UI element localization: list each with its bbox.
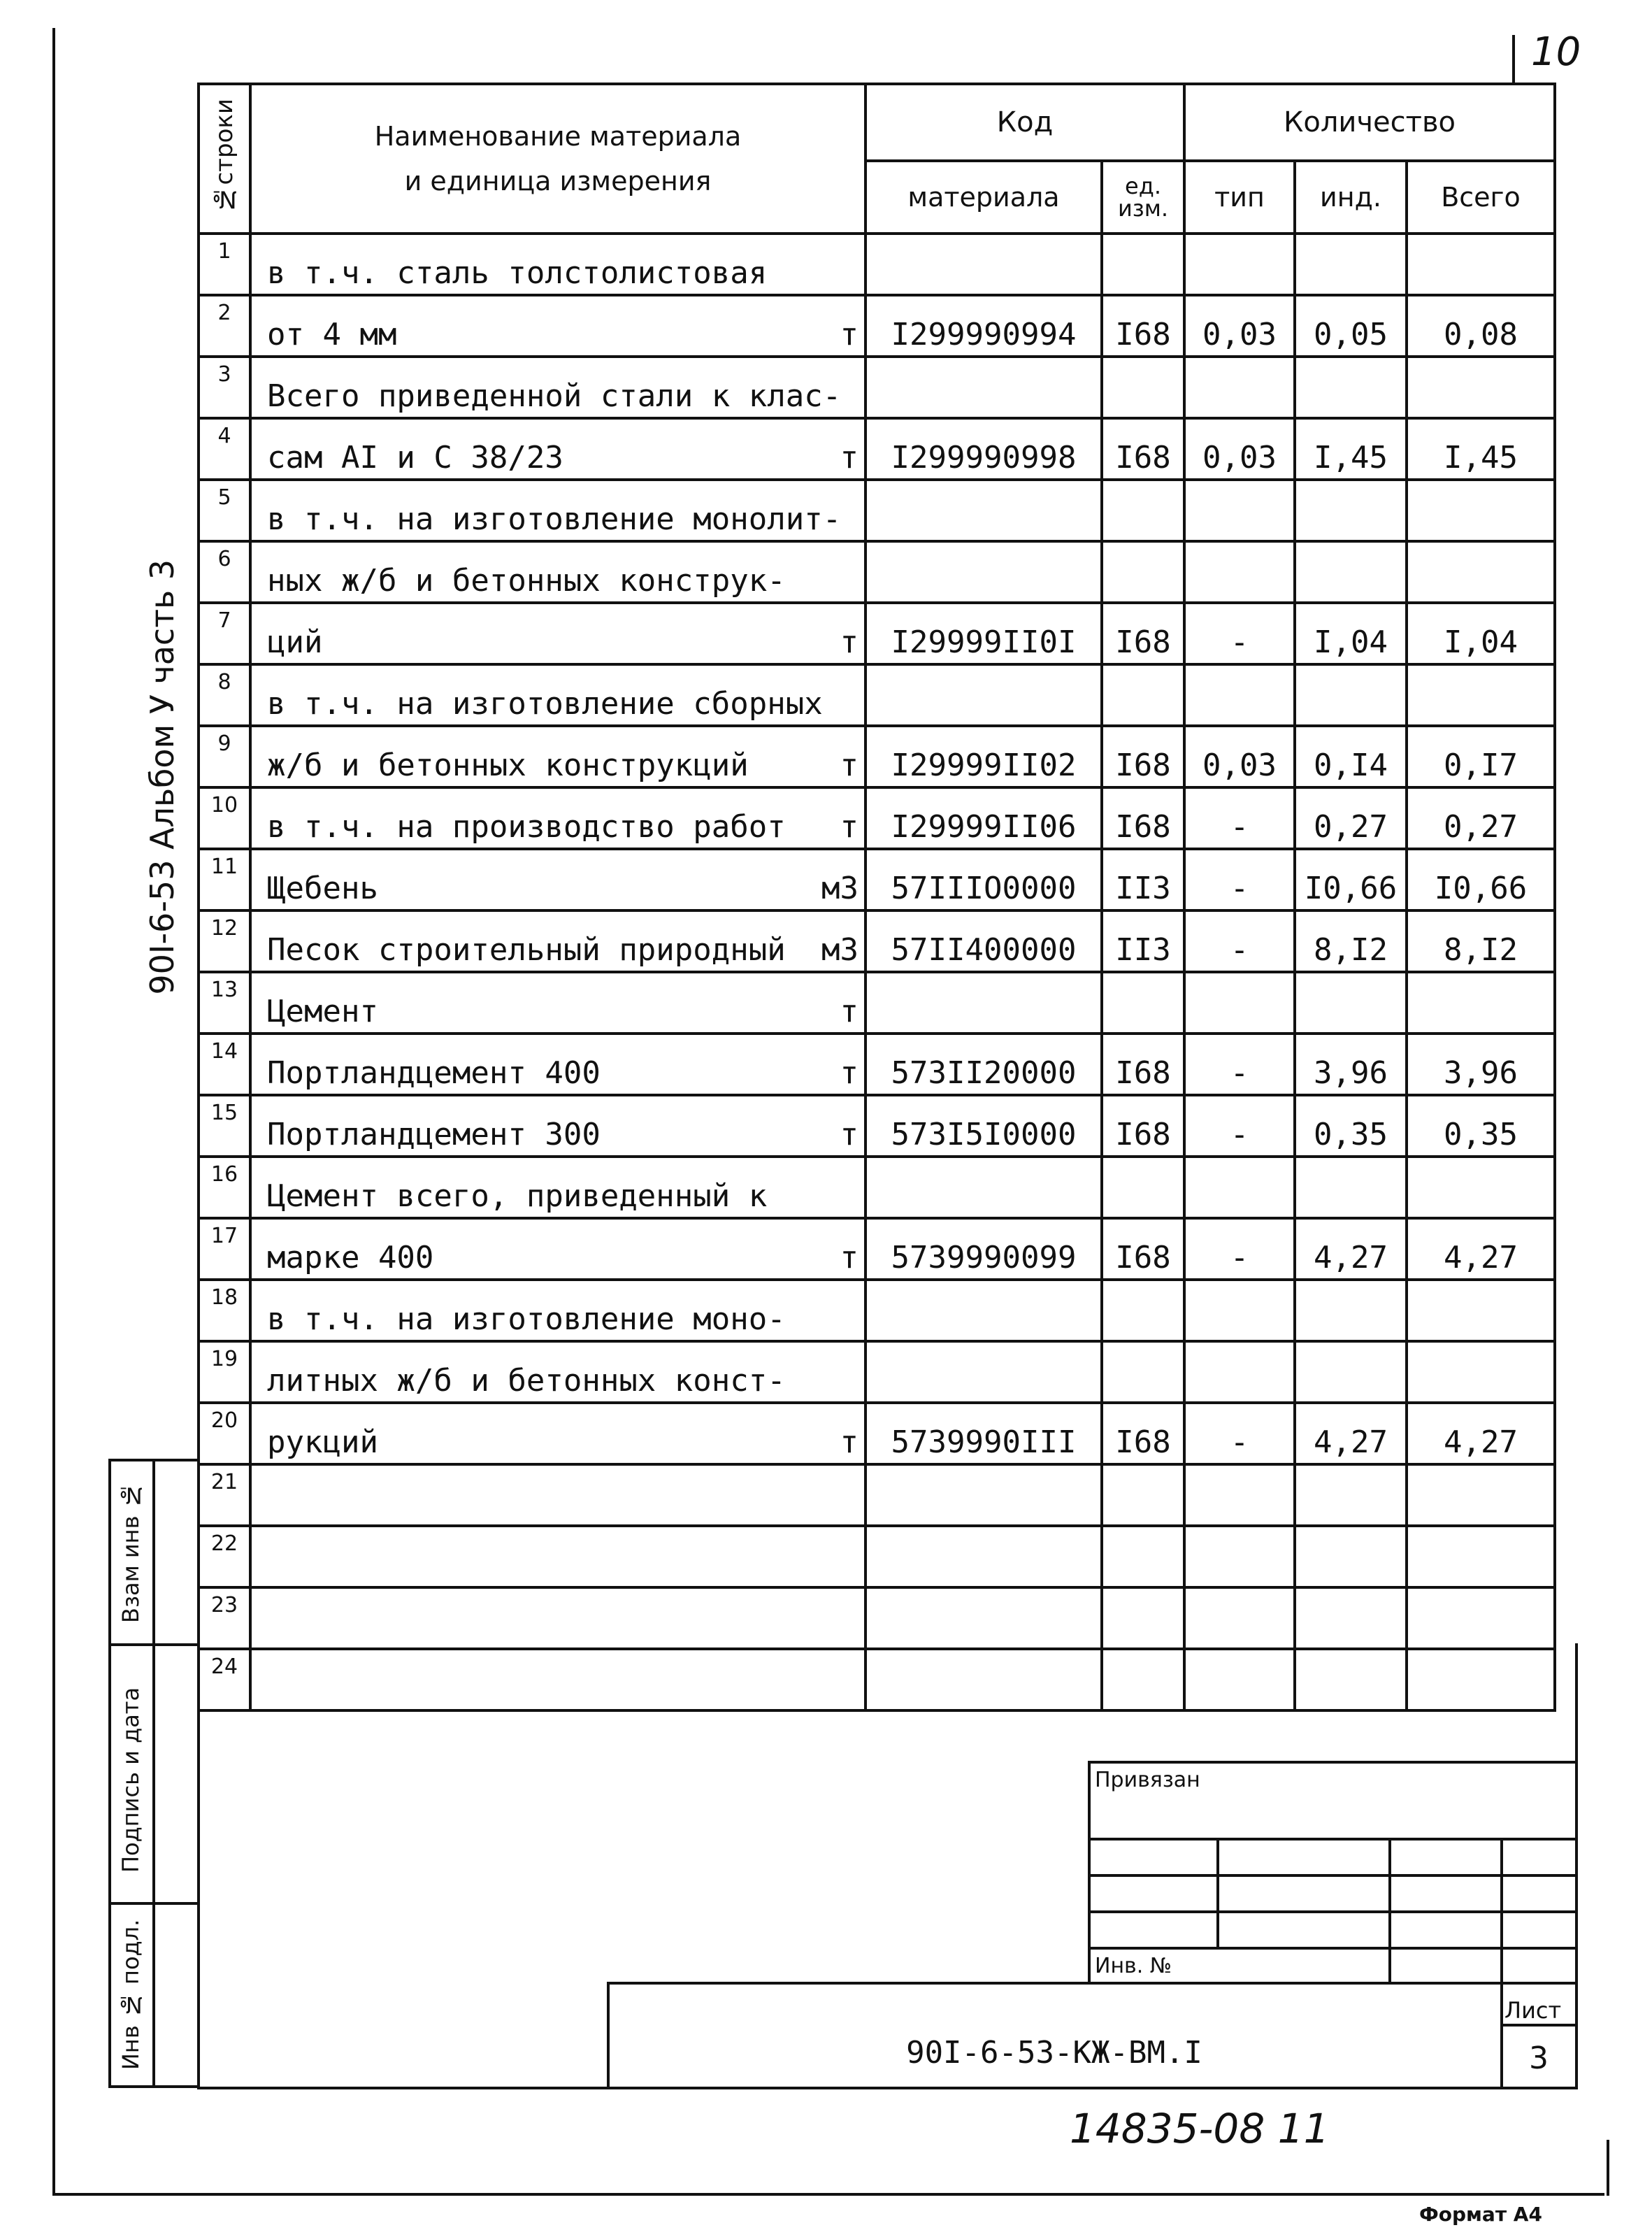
- privyazan-vline-3: [1500, 1838, 1503, 1985]
- row-name: [250, 787, 865, 849]
- table-row: [199, 1587, 1555, 1649]
- row-number: 21: [199, 1464, 250, 1526]
- material-code: 5739990099: [865, 1218, 1102, 1280]
- material-name: в т.ч. на изготовление монолит-: [267, 501, 842, 537]
- material-code: I299990994: [865, 295, 1102, 357]
- inv-no-label: Инв. №: [1095, 1954, 1172, 1978]
- qty-total: [1407, 357, 1555, 418]
- table-row: [199, 234, 1555, 295]
- row-number: 13: [199, 972, 250, 1034]
- qty-ind: [1295, 1464, 1407, 1526]
- unit-code: [1102, 1526, 1184, 1587]
- privyazan-block: [1088, 1761, 1578, 1985]
- unit-code: [1102, 1341, 1184, 1403]
- doc-code: 90I-6-53-КЖ-ВМ.I: [906, 2035, 1202, 2071]
- qty-type: [1184, 1341, 1295, 1403]
- unit-code: I68: [1102, 1034, 1184, 1095]
- qty-total: [1407, 1587, 1555, 1649]
- header-code-material: материала: [865, 161, 1102, 234]
- qty-ind: 0,27: [1295, 787, 1407, 849]
- row-number: 7: [199, 603, 250, 664]
- privyazan-line-1: [1088, 1838, 1577, 1841]
- table-row: [199, 418, 1555, 480]
- qty-ind: 8,I2: [1295, 910, 1407, 972]
- qty-total: [1407, 480, 1555, 541]
- table-row: [199, 787, 1555, 849]
- material-name: марке 400: [267, 1240, 434, 1275]
- unit-code: [1102, 1280, 1184, 1341]
- unit-code: I68: [1102, 1095, 1184, 1157]
- unit-code: II3: [1102, 910, 1184, 972]
- qty-ind: I,04: [1295, 603, 1407, 664]
- material-name: в т.ч. на производство работ: [267, 809, 786, 845]
- sheet-label-line: [1500, 2024, 1577, 2027]
- qty-type: [1184, 480, 1295, 541]
- qty-type: -: [1184, 787, 1295, 849]
- unit-code: [1102, 480, 1184, 541]
- qty-total: 0,08: [1407, 295, 1555, 357]
- qty-ind: 0,I4: [1295, 726, 1407, 787]
- format-label: Формат А4: [1419, 2203, 1542, 2226]
- qty-ind: 4,27: [1295, 1218, 1407, 1280]
- row-number: 1: [199, 234, 250, 295]
- material-code: [865, 1157, 1102, 1218]
- material-unit: т: [840, 1240, 859, 1275]
- material-name: Портландцемент 400: [267, 1055, 601, 1091]
- row-number: 18: [199, 1280, 250, 1341]
- qty-ind: 0,05: [1295, 295, 1407, 357]
- row-name: [250, 664, 865, 726]
- material-unit: т: [840, 994, 859, 1029]
- qty-total: 4,27: [1407, 1218, 1555, 1280]
- privyazan-line-3: [1088, 1910, 1577, 1913]
- page-number: 10: [1531, 29, 1581, 75]
- material-name: от 4 мм: [267, 317, 397, 352]
- material-name: Цемент: [267, 994, 378, 1029]
- row-name: [250, 1218, 865, 1280]
- qty-type: [1184, 664, 1295, 726]
- unit-code: I68: [1102, 787, 1184, 849]
- row-name: [250, 603, 865, 664]
- material-unit: т: [840, 1055, 859, 1091]
- qty-ind: [1295, 1157, 1407, 1218]
- unit-code: [1102, 234, 1184, 295]
- material-name: в т.ч. на изготовление моно-: [267, 1301, 786, 1337]
- row-name: [250, 541, 865, 603]
- qty-ind: I0,66: [1295, 849, 1407, 910]
- row-name: [250, 849, 865, 910]
- material-code: [865, 1587, 1102, 1649]
- table-row: [199, 726, 1555, 787]
- table-row: [199, 1218, 1555, 1280]
- qty-type: -: [1184, 1034, 1295, 1095]
- material-code: 573II20000: [865, 1034, 1102, 1095]
- row-name: [250, 910, 865, 972]
- qty-ind: 0,35: [1295, 1095, 1407, 1157]
- qty-ind: 4,27: [1295, 1403, 1407, 1464]
- row-number: 9: [199, 726, 250, 787]
- qty-total: [1407, 1280, 1555, 1341]
- material-unit: т: [840, 1424, 859, 1460]
- privyazan-line-2: [1088, 1874, 1577, 1877]
- handwritten-note: 14835-08 11: [1070, 2105, 1330, 2152]
- header-code: Код: [865, 84, 1184, 161]
- table-row: [199, 972, 1555, 1034]
- material-name: Всего приведенной стали к клас-: [267, 378, 842, 414]
- qty-total: [1407, 1157, 1555, 1218]
- material-code: I299990998: [865, 418, 1102, 480]
- qty-type: [1184, 1280, 1295, 1341]
- privyazan-line-4: [1088, 1947, 1577, 1950]
- row-name: [250, 1095, 865, 1157]
- row-name: [250, 1157, 865, 1218]
- qty-type: 0,03: [1184, 295, 1295, 357]
- material-code: [865, 357, 1102, 418]
- table-row: [199, 1157, 1555, 1218]
- unit-code: I68: [1102, 726, 1184, 787]
- qty-ind: [1295, 480, 1407, 541]
- row-name: [250, 234, 865, 295]
- qty-ind: [1295, 1526, 1407, 1587]
- table-row: [199, 1341, 1555, 1403]
- row-number: 8: [199, 664, 250, 726]
- row-number: 12: [199, 910, 250, 972]
- material-code: 57II400000: [865, 910, 1102, 972]
- material-name: ций: [267, 624, 323, 660]
- qty-ind: [1295, 664, 1407, 726]
- table-row: [199, 480, 1555, 541]
- qty-total: [1407, 1526, 1555, 1587]
- qty-ind: [1295, 1587, 1407, 1649]
- row-number: 20: [199, 1403, 250, 1464]
- qty-total: [1407, 664, 1555, 726]
- qty-total: I0,66: [1407, 849, 1555, 910]
- unit-code: [1102, 357, 1184, 418]
- qty-ind: [1295, 1341, 1407, 1403]
- row-number: 16: [199, 1157, 250, 1218]
- material-unit: т: [840, 440, 859, 476]
- row-name: [250, 357, 865, 418]
- material-code: [865, 972, 1102, 1034]
- table-row: [199, 1034, 1555, 1095]
- header-qty-ind: инд.: [1295, 161, 1407, 234]
- material-name: ных ж/б и бетонных конструк-: [267, 563, 786, 599]
- row-number: 4: [199, 418, 250, 480]
- row-number: 3: [199, 357, 250, 418]
- unit-code: I68: [1102, 603, 1184, 664]
- material-unit: т: [840, 317, 859, 352]
- row-name: [250, 726, 865, 787]
- qty-total: [1407, 234, 1555, 295]
- qty-type: -: [1184, 1095, 1295, 1157]
- row-name: [250, 295, 865, 357]
- qty-type: 0,03: [1184, 418, 1295, 480]
- unit-code: [1102, 1587, 1184, 1649]
- material-unit: м3: [821, 932, 859, 968]
- row-name: [250, 1403, 865, 1464]
- material-name: ж/б и бетонных конструкций: [267, 748, 749, 783]
- material-code: [865, 1280, 1102, 1341]
- row-name: [250, 418, 865, 480]
- frame-bottom: [52, 2193, 1604, 2196]
- row-number: 23: [199, 1587, 250, 1649]
- qty-total: 0,I7: [1407, 726, 1555, 787]
- material-code: [865, 234, 1102, 295]
- qty-ind: I,45: [1295, 418, 1407, 480]
- qty-type: [1184, 357, 1295, 418]
- qty-type: [1184, 1157, 1295, 1218]
- qty-total: 0,35: [1407, 1095, 1555, 1157]
- stamp-sep-2: [108, 1902, 198, 1905]
- row-name: [250, 1526, 865, 1587]
- row-number: 6: [199, 541, 250, 603]
- qty-type: [1184, 972, 1295, 1034]
- qty-total: 3,96: [1407, 1034, 1555, 1095]
- qty-total: [1407, 541, 1555, 603]
- stamp-inv-podl: Инв № подл.: [117, 1919, 144, 2071]
- qty-total: [1407, 972, 1555, 1034]
- table-row: [199, 910, 1555, 972]
- material-code: I29999II0I: [865, 603, 1102, 664]
- table-row: [199, 357, 1555, 418]
- material-code: [865, 541, 1102, 603]
- unit-code: II3: [1102, 849, 1184, 910]
- header-row-no: №строки: [199, 84, 250, 234]
- qty-type: [1184, 234, 1295, 295]
- privyazan-vline-1: [1216, 1838, 1219, 1947]
- row-number: 10: [199, 787, 250, 849]
- qty-type: -: [1184, 603, 1295, 664]
- unit-code: I68: [1102, 1403, 1184, 1464]
- header-quantity: Количество: [1184, 84, 1555, 161]
- material-name: рукций: [267, 1424, 378, 1460]
- material-code: 57IIIO0000: [865, 849, 1102, 910]
- stamp-podpis-data: Подпись и дата: [117, 1687, 144, 1873]
- table-row: [199, 1464, 1555, 1526]
- row-name: [250, 1464, 865, 1526]
- row-number: 24: [199, 1649, 250, 1710]
- material-code: [865, 480, 1102, 541]
- material-code: [865, 1341, 1102, 1403]
- qty-type: -: [1184, 910, 1295, 972]
- unit-code: I68: [1102, 418, 1184, 480]
- qty-type: [1184, 541, 1295, 603]
- qty-ind: [1295, 972, 1407, 1034]
- row-number: 14: [199, 1034, 250, 1095]
- stamp-column-divider: [152, 1459, 155, 2088]
- table-row: [199, 664, 1555, 726]
- material-code: 5739990III: [865, 1403, 1102, 1464]
- privyazan-label: Привязан: [1095, 1768, 1200, 1792]
- qty-total: 0,27: [1407, 787, 1555, 849]
- material-code: [865, 1526, 1102, 1587]
- qty-type: -: [1184, 1403, 1295, 1464]
- row-name: [250, 1341, 865, 1403]
- unit-code: [1102, 541, 1184, 603]
- unit-code: I68: [1102, 1218, 1184, 1280]
- frame-right-tick: [1607, 2140, 1609, 2196]
- material-name: Портландцемент 300: [267, 1117, 601, 1152]
- qty-ind: [1295, 357, 1407, 418]
- material-name: в т.ч. сталь толстолистовая: [267, 255, 768, 291]
- unit-code: [1102, 1157, 1184, 1218]
- table-row: [199, 541, 1555, 603]
- page-number-divider: [1512, 35, 1515, 84]
- stamp-sep-1: [108, 1643, 198, 1646]
- material-name: Щебень: [267, 871, 378, 906]
- qty-total: [1407, 1341, 1555, 1403]
- materials-table: [197, 83, 1556, 1712]
- side-title: 90I-6-53 Альбом У часть 3: [143, 559, 181, 995]
- material-code: I29999II02: [865, 726, 1102, 787]
- unit-code: [1102, 972, 1184, 1034]
- table-row: [199, 1095, 1555, 1157]
- header-code-unit: ед. изм.: [1102, 161, 1184, 234]
- header-qty-total: Всего: [1407, 161, 1555, 234]
- sheet-label: Лист: [1504, 1997, 1562, 2024]
- qty-total: 8,I2: [1407, 910, 1555, 972]
- material-code: I29999II06: [865, 787, 1102, 849]
- material-unit: т: [840, 1117, 859, 1152]
- qty-ind: [1295, 234, 1407, 295]
- row-number: 17: [199, 1218, 250, 1280]
- qty-type: [1184, 1464, 1295, 1526]
- row-name: [250, 972, 865, 1034]
- row-name: [250, 480, 865, 541]
- material-unit: м3: [821, 871, 859, 906]
- qty-total: I,04: [1407, 603, 1555, 664]
- qty-ind: [1295, 1280, 1407, 1341]
- table-row: [199, 1280, 1555, 1341]
- frame-left: [52, 28, 55, 2196]
- header-qty-type: тип: [1184, 161, 1295, 234]
- qty-ind: 3,96: [1295, 1034, 1407, 1095]
- qty-type: [1184, 1587, 1295, 1649]
- qty-total: I,45: [1407, 418, 1555, 480]
- qty-type: -: [1184, 849, 1295, 910]
- table-row: [199, 1526, 1555, 1587]
- table-row: [199, 1403, 1555, 1464]
- material-unit: т: [840, 809, 859, 845]
- row-number: 19: [199, 1341, 250, 1403]
- row-number: 2: [199, 295, 250, 357]
- material-name: Цемент всего, приведенный к: [267, 1178, 768, 1214]
- privyazan-vline-2: [1388, 1838, 1391, 1985]
- material-code: 573I5I0000: [865, 1095, 1102, 1157]
- sheet-number: 3: [1529, 2040, 1549, 2076]
- qty-total: [1407, 1464, 1555, 1526]
- unit-code: [1102, 664, 1184, 726]
- material-name: литных ж/б и бетонных конст-: [267, 1363, 786, 1399]
- material-unit: т: [840, 748, 859, 783]
- row-name: [250, 1587, 865, 1649]
- row-number: 11: [199, 849, 250, 910]
- material-name: Песок строительный природный: [267, 932, 786, 968]
- qty-type: -: [1184, 1218, 1295, 1280]
- unit-code: I68: [1102, 295, 1184, 357]
- material-name: в т.ч. на изготовление сборных: [267, 686, 823, 722]
- material-unit: т: [840, 624, 859, 660]
- qty-type: 0,03: [1184, 726, 1295, 787]
- row-name: [250, 1280, 865, 1341]
- stamp-vzam-inv: Взам инв №: [117, 1482, 144, 1623]
- table-row: [199, 603, 1555, 664]
- material-code: [865, 1464, 1102, 1526]
- header-name: Наименование материала и единица измерения: [250, 84, 865, 234]
- table-row: [199, 849, 1555, 910]
- qty-total: 4,27: [1407, 1403, 1555, 1464]
- row-number: 5: [199, 480, 250, 541]
- row-number: 22: [199, 1526, 250, 1587]
- row-number: 15: [199, 1095, 250, 1157]
- material-name: сам АI и С 38/23: [267, 440, 563, 476]
- unit-code: [1102, 1464, 1184, 1526]
- row-name: [250, 1034, 865, 1095]
- qty-ind: [1295, 541, 1407, 603]
- table-row: [199, 295, 1555, 357]
- material-code: [865, 664, 1102, 726]
- qty-type: [1184, 1526, 1295, 1587]
